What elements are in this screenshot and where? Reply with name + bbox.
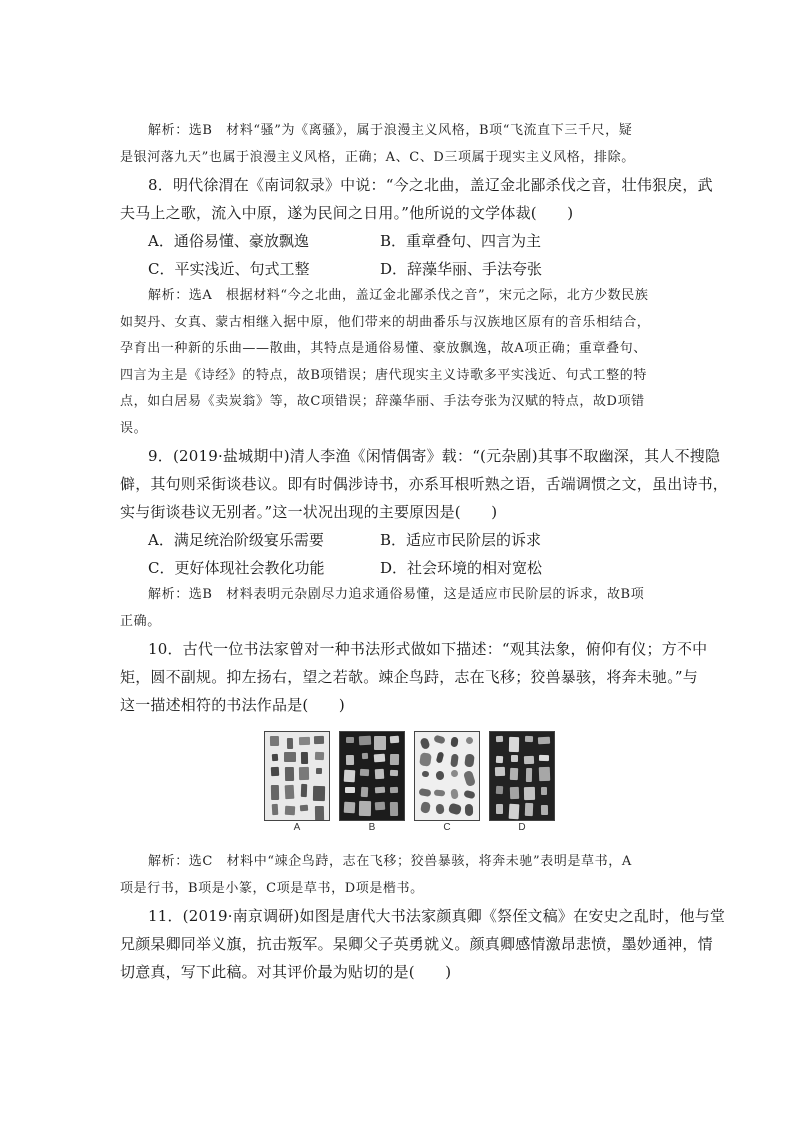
calligraphy-stroke <box>284 752 296 762</box>
calligraphy-stroke <box>496 736 503 742</box>
calligraphy-stroke <box>301 752 308 764</box>
calligraphy-stroke <box>421 771 429 778</box>
figure-label-b: B <box>368 822 376 833</box>
figure-b <box>339 731 405 841</box>
calligraphy-stroke <box>463 790 476 800</box>
calligraphy-stroke <box>496 786 503 794</box>
calligraphy-stroke <box>510 787 519 799</box>
calligraphy-stroke <box>538 767 549 781</box>
calligraphy-stroke <box>419 737 430 750</box>
calligraphy-stroke <box>285 785 295 799</box>
answer-9-line-1: 解析：选B 材料表明元杂剧尽力追求通俗易懂，这是适应市民阶层的诉求，故B项 <box>148 587 645 602</box>
q9-option-b: B．适应市民阶层的诉求 <box>380 531 542 549</box>
document-page <box>120 118 729 986</box>
calligraphy-stroke <box>526 768 532 782</box>
answer-7-line-1: 解析：选B 材料“骚”为《离骚》，属于浪漫主义风格，B项“飞流直下三千尺，疑 <box>148 123 633 138</box>
calligraphy-image-b <box>339 731 405 821</box>
calligraphy-stroke <box>541 787 547 795</box>
answer-8-line-6: 误。 <box>120 420 148 436</box>
answer-7-line-2: 是银河落九天”也属于浪漫主义风格，正确；A、C、D三项属于现实主义风格，排除。 <box>120 149 635 165</box>
calligraphy-image-a <box>264 731 330 821</box>
calligraphy-stroke <box>435 751 444 763</box>
calligraphy-stroke <box>361 787 369 797</box>
question-8-options-row-2 <box>120 255 676 283</box>
question-11-line-1: 11．(2019·南京调研)如图是唐代大书法家颜真卿《祭侄文稿》在安史之乱时，他与堂 <box>148 907 726 925</box>
answer-8-line-3: 孕育出一种新的乐曲——散曲，其特点是通俗易懂、豪放飘逸，故A项正确；重章叠句、 <box>120 341 647 356</box>
question-8-options-row-1 <box>120 227 676 255</box>
calligraphy-stroke <box>540 805 547 815</box>
calligraphy-image-d <box>489 731 555 821</box>
calligraphy-stroke <box>496 756 503 763</box>
calligraphy-stroke <box>346 755 354 765</box>
calligraphy-stroke <box>316 768 322 774</box>
calligraphy-stroke <box>495 767 505 776</box>
answer-8-line-5: 点，如白居易《卖炭翁》等，故C项错误；辞藻华丽、手法夸张为汉赋的特点，故D项错 <box>120 394 645 409</box>
calligraphy-stroke <box>358 801 370 816</box>
q9-option-a: A．满足统治阶级宴乐需要 <box>148 531 324 549</box>
figure-c <box>414 731 480 841</box>
calligraphy-stroke <box>299 737 310 745</box>
question-11-line-2: 兄颜杲卿同举义旗，抗击叛军。杲卿父子英勇就义。颜真卿感情激昂悲愤，墨妙通神，情 <box>120 935 713 953</box>
q8-option-b: B．重章叠句、四言为主 <box>380 232 542 250</box>
calligraphy-figures <box>264 731 676 841</box>
question-10-line-1: 10．古代一位书法家曾对一种书法形式做如下描述：“观其法象，俯仰有仪；方不中 <box>148 640 708 658</box>
calligraphy-stroke <box>300 805 308 812</box>
calligraphy-stroke <box>434 790 445 797</box>
answer-10-line-1: 解析：选C 材料中“竦企鸟跱，志在飞移；狡兽暴骇，将奔未驰”表明是草书，A <box>148 854 632 869</box>
q8-option-c: C．平实浅近、句式工整 <box>148 260 310 278</box>
calligraphy-stroke <box>525 803 533 816</box>
question-9-options-row-2 <box>120 554 676 582</box>
q8-option-d: D．辞藻华丽、手法夸张 <box>380 260 543 278</box>
figure-a <box>264 731 330 841</box>
calligraphy-stroke <box>450 737 458 748</box>
figure-label-a: A <box>293 822 301 833</box>
calligraphy-stroke <box>374 787 384 794</box>
calligraphy-stroke <box>314 752 323 760</box>
q8-option-a: A．通俗易懂、豪放飘逸 <box>148 232 309 250</box>
calligraphy-stroke <box>390 736 399 744</box>
calligraphy-stroke <box>509 737 519 752</box>
calligraphy-stroke <box>511 755 518 762</box>
calligraphy-stroke <box>284 806 294 816</box>
calligraphy-stroke <box>538 737 550 745</box>
calligraphy-stroke <box>314 806 323 821</box>
calligraphy-stroke <box>524 756 534 764</box>
calligraphy-stroke <box>375 769 385 779</box>
calligraphy-stroke <box>361 753 367 759</box>
calligraphy-stroke <box>272 754 278 761</box>
calligraphy-stroke <box>510 768 518 780</box>
calligraphy-stroke <box>466 737 473 744</box>
calligraphy-stroke <box>285 767 294 781</box>
calligraphy-stroke <box>270 736 279 746</box>
calligraphy-stroke <box>299 767 309 780</box>
question-8-line-1: 8．明代徐渭在《南词叙录》中说：“今之北曲，盖辽金北鄙杀伐之音，壮伟狠戾，武 <box>148 176 713 194</box>
calligraphy-stroke <box>418 788 431 797</box>
calligraphy-stroke <box>539 755 549 761</box>
calligraphy-stroke <box>271 785 279 800</box>
answer-8-line-2: 如契丹、女真、蒙古相继入据中原，他们带来的胡曲番乐与汉族地区原有的音乐相结合， <box>120 314 651 330</box>
calligraphy-stroke <box>286 738 292 749</box>
calligraphy-stroke <box>271 804 278 815</box>
calligraphy-stroke <box>465 804 473 816</box>
calligraphy-stroke <box>374 736 386 750</box>
calligraphy-stroke <box>524 787 535 800</box>
q9-option-d: D．社会环境的相对宽松 <box>380 559 543 577</box>
calligraphy-stroke <box>435 771 444 781</box>
question-11-line-3: 切意真，写下此稿。对其评价最为贴切的是( ) <box>120 963 452 981</box>
calligraphy-stroke <box>390 802 398 816</box>
calligraphy-stroke <box>313 786 325 801</box>
answer-9-line-2: 正确。 <box>120 613 161 629</box>
question-9-options-row-1 <box>120 526 676 554</box>
answer-10-line-2: 项是行书，B项是小篆，C项是草书，D项是楷书。 <box>120 880 424 896</box>
calligraphy-stroke <box>301 784 307 797</box>
calligraphy-stroke <box>374 754 386 763</box>
calligraphy-stroke <box>525 736 533 742</box>
calligraphy-stroke <box>433 735 446 745</box>
calligraphy-stroke <box>390 787 398 793</box>
calligraphy-stroke <box>390 754 399 765</box>
question-10-line-2: 矩，圆不副规。抑左扬右，望之若欹。竦企鸟跱，志在飞移；狡兽暴骇，将奔未驰。”与 <box>120 668 698 686</box>
calligraphy-stroke <box>390 770 398 776</box>
calligraphy-stroke <box>463 770 476 787</box>
figure-d <box>489 731 555 841</box>
calligraphy-stroke <box>344 802 356 814</box>
calligraphy-stroke <box>314 736 324 744</box>
calligraphy-stroke <box>358 736 370 746</box>
calligraphy-stroke <box>271 767 279 776</box>
calligraphy-stroke <box>447 803 461 816</box>
question-9-line-1: 9．(2019·盐城期中)清人李渔《闲情偶寄》载：“(元杂剧)其事不取幽深，其人不搜隐 <box>148 447 721 465</box>
calligraphy-stroke <box>420 801 431 813</box>
question-9-line-3: 实与街谈巷议无别者。”这一状况出现的主要原因是( ) <box>120 503 498 521</box>
question-9-line-2: 僻，其句则采街谈巷议。即有时偶涉诗书，亦系耳根听熟之语，舌端调惯之文，虽出诗书， <box>120 475 729 493</box>
calligraphy-stroke <box>419 752 432 766</box>
calligraphy-stroke <box>464 754 475 768</box>
calligraphy-stroke <box>345 787 355 793</box>
calligraphy-stroke <box>450 769 459 778</box>
question-8-line-2: 夫马上之歌，流入中原，遂为民间之日用。”他所说的文学体裁( ) <box>120 204 574 222</box>
calligraphy-stroke <box>374 802 385 811</box>
calligraphy-stroke <box>496 804 503 814</box>
calligraphy-stroke <box>509 804 520 820</box>
answer-8-line-4: 四言为主是《诗经》的特点，故B项错误；唐代现实主义诗歌多平实浅近、句式工整的特 <box>120 367 647 383</box>
figure-label-d: D <box>518 822 526 833</box>
calligraphy-stroke <box>450 754 459 768</box>
q9-option-c: C．更好体现社会教化功能 <box>148 559 325 577</box>
calligraphy-stroke <box>346 737 354 743</box>
figure-label-c: C <box>443 822 451 833</box>
calligraphy-stroke <box>360 769 369 776</box>
calligraphy-stroke <box>450 789 458 800</box>
calligraphy-stroke <box>344 770 356 783</box>
calligraphy-image-c <box>414 731 480 821</box>
answer-8-line-1: 解析：选A 根据材料“今之北曲，盖辽金北鄙杀伐之音”，宋元之际，北方少数民族 <box>148 288 649 303</box>
question-10-line-3: 这一描述相符的书法作品是( ) <box>120 696 345 714</box>
calligraphy-stroke <box>435 803 444 814</box>
